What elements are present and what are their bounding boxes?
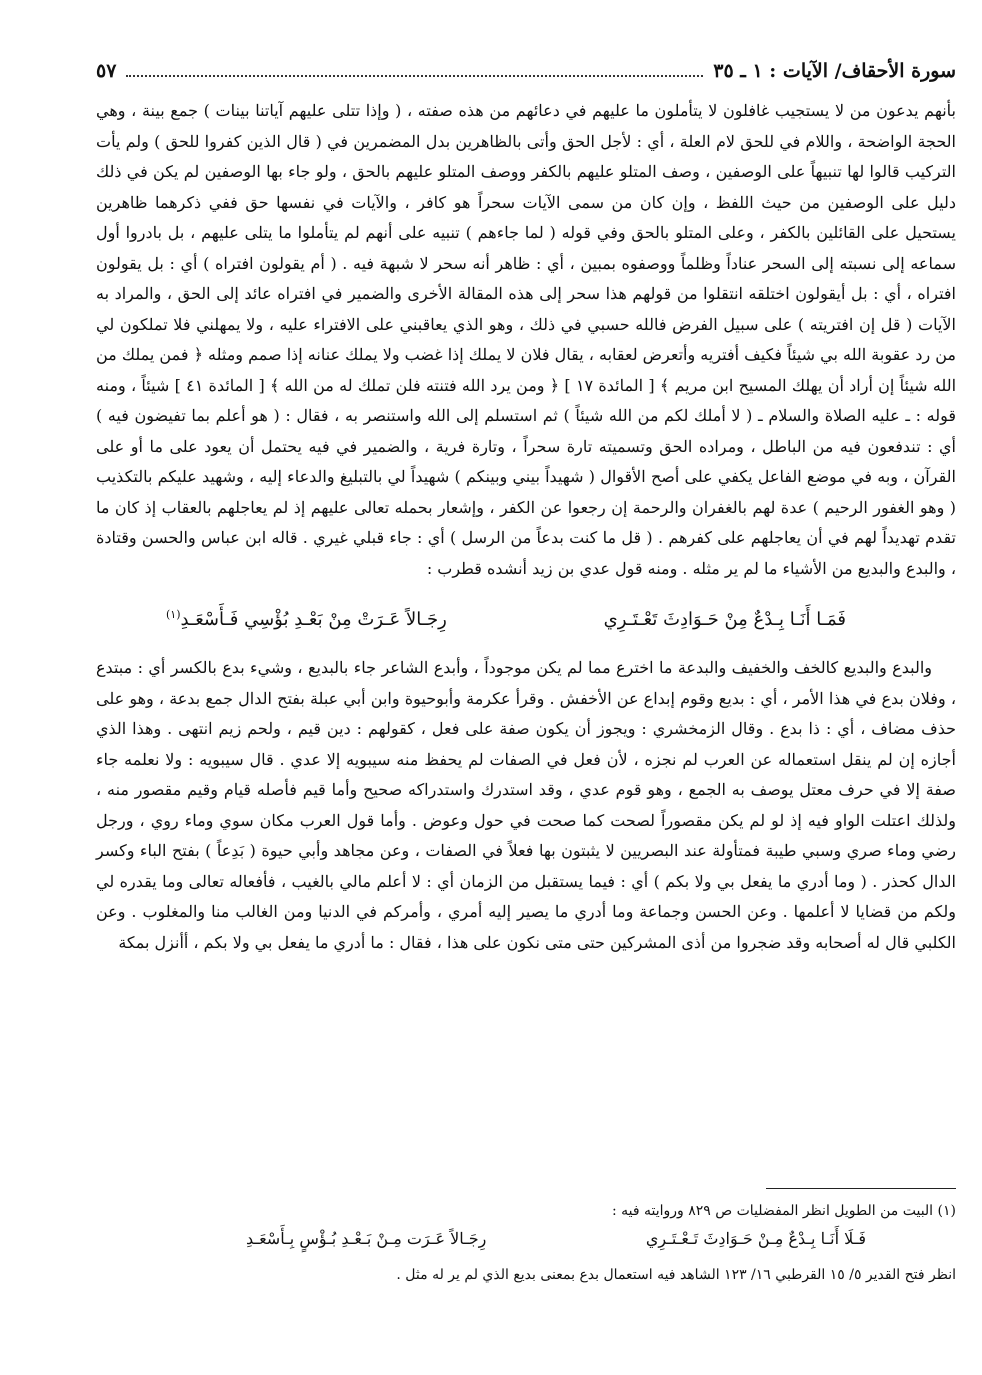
footnote-source: انظر فتح القدير ٥/ ١٥ القرطبي ١٦/ ١٢٣ الشاهد فيه استعمال بدع بمعنى بديع الذي لم ير له مثل . (396, 1267, 956, 1283)
leader-dots (126, 75, 703, 77)
page-number: ٥٧ (96, 60, 117, 82)
book-page (96, 60, 956, 1320)
footnote-verse-second: رِجَـالاً عَـرَت مِـنْ بَـعْـدِ بُـؤْسٍ بِـأَسْعَـدِ (246, 1229, 487, 1248)
running-header (96, 60, 956, 92)
footnote-verse-first: فَـلَا أَنَـا بِـدْعٌ مِـنْ حَـوَادِثَ تَـعْـتَـرِي (645, 1229, 866, 1248)
footnote-verse (246, 1226, 866, 1252)
footnote-intro: (١) البيت من الطويل انظر المفضليات ص ٨٢٩ وروايته فيه : (611, 1203, 956, 1219)
main-text (96, 96, 956, 958)
paragraph-1: بأنهم يدعون من لا يستجيب غافلون لا يتأملون ما عليهم في دعائهم من هذه صفته ، ( وإذا تتلى عليهم آياتنا بينات ) جمع بينة ، وهي الحجة الواضحة ، واللام في للحق لام العلة ، أي : لأجل الحق وأتى بالظاهرين بدل المضمرين في ( قال الذين كفروا للحق ) ولم يأت التركيب قالوا لها تنبيهاً على الوصفين ، وصف المتلو عليهم بالكفر ووصف المتلو عليهم بالحق ، ولو جاء بها الوصفين لم يكن في ذلك دليل على الوصفين من حيث اللفظ ، وإن كان من سمى الآيات سحراً هو كافر ، والآيات في نفسها حق ففي ذكرهما ظاهرين يستحيل على القائلين بالكفر ، وعلى المتلو بالحق وفي قوله ( لما جاءهم ) تنبيه على أنهم لم يتأملوا ما يتلى عليهم ، بل بادروا أول سماعه إلى نسبته إلى السحر عناداً وظلماً ووصفوه بمبين ، أي : ظاهر أنه سحر لا شبهة فيه . ( أم يقولون افتراه ) أي : بل يقولون افتراه ، أي : بل أيقولون اختلقه انتقلوا من قولهم هذا سحر إلى هذه المقالة الأخرى والضمير في افتراه عائد إلى الحق ، والمراد به الآيات ( قل إن افتريته ) على سبيل الفرض فالله حسبي في ذلك ، وهو الذي يعاقبني على الافتراء عليه ، ولا يمهلني فلا تملكون لي من رد عقوبة الله بي شيئاً فكيف أفتريه وأتعرض لعقابه ، يقال فلان لا يملك إذا غضب ولا يملك عنانه إذا صمم ومثله ﴿ فمن يملك من الله شيئاً إن أراد أن يهلك المسيح ابن مريم ﴾ [ المائدة ١٧ ] ﴿ ومن يرد الله فتنته فلن تملك له من الله ﴾ [ المائدة ٤١ ] شيئاً ، ومنه قوله : ـ عليه الصلاة والسلام ـ ( لا أملك لكم من الله شيئاً ) ثم استسلم إلى الله واستنصر به ، فقال : ( هو أعلم بما تفيضون فيه ) أي : تندفعون فيه من الباطل ، ومراده الحق وتسميته تارة سحراً ، وتارة فرية ، والضمير في فيه يحتمل أن يعود على ما أو على القرآن ، وبه في موضع الفاعل يكفي على أصح الأقوال ( شهيداً بيني وبينكم ) شهيداً لي بالتبليغ والدعاء إليه ، وشهيد عليكم بالتكذيب ( وهو الغفور الرحيم ) عدة لهم بالغفران والرحمة إن رجعوا عن الكفر ، وإشعار بحمله تعالى عليهم إذ لم يعاجلهم بالعقاب إذ كان ما تقدم تهديداً لهم في أن يعاجلهم على كفرهم . ( قل ما كنت بدعاً من الرسل ) أي : جاء قبلي غيري . قاله ابن عباس والحسن وقتادة ، والبدع والبديع من الأشياء ما لم ير مثله . ومنه قول عدي بن زيد أنشده قطرب : (96, 101, 957, 578)
footnote (96, 1198, 956, 1288)
verse-second-hemistich: رِجَـالاً عَـرَتْ مِنْ بَعْـدِ بُؤْسِي فَـأَسْعَـدِ$^{(١)}$ (166, 608, 447, 630)
paragraph-2: والبدع والبديع كالخف والخفيف والبدعة ما اخترع مما لم يكن موجوداً ، وأبدع الشاعر جاء بالبديع ، وشيء بدع بالكسر أي : مبتدع ، وفلان بدع في هذا الأمر ، أي : بديع وقوم إبداع عن الأخفش . وقرأ عكرمة وأبوحيوة وابن أبي عبلة بفتح الدال جمع بدعة ، وهو على حذف مضاف ، أي : ذا بدع . وقال الزمخشري : ويجوز أن يكون صفة على فعل ، كقولهم : دين قيم ، ولحم زيم انتهى . وهذا الذي أجازه إن لم ينقل استعماله عن العرب لم نجزه ، لأن فعل في الصفات لم يحفظ منه سيبويه إلا عدي . قال سيبويه : ولا نعلمه جاء صفة إلا في حرف معتل يوصف به الجمع ، وهو قوم عدي ، وقد استدرك واستدراكه صحيح وأما قيم فأصله قيام وقيم مقصور منه ، ولذلك اعتلت الواو فيه إذ لو لم يكن مقصوراً لصحت كما صحت في حول وعوض . وأما قول العرب مكان سوي وماء روي ، ورجل رضي وماء صري وسبي طيبة فمتأولة عند البصريين لا يثبتون بها فعلاً في الصفات ، وعن مجاهد وأبي حيوة ( بَدِعاً ) بفتح الباء وكسر الدال كحذر . ( وما أدري ما يفعل بي ولا بكم ) أي : فيما يستقبل من الزمان أي : لا أعلم مالي بالغيب ، فأفعاله تعالى وما يقدره لي ولكم من قضايا لا أعلمها . وعن الحسن وجماعة وما أدري ما يصير إليه أمري ، وأمركم في الدنيا ومن الغالب منا والمغلوب . وعن الكلبي قال له أصحابه وقد ضجروا من أذى المشركين حتى متى نكون على هذا ، فقال : ما أدري ما يفعل بي ولا بكم ، أأنزل بمكة (96, 658, 957, 952)
footnote-divider (766, 1188, 956, 1189)
footnote-marker: (١) (166, 608, 181, 621)
chapter-title: سورة الأحقاف/ الآيات : ١ ـ ٣٥ (713, 60, 956, 82)
verse-first-hemistich: فَمَـا أَنَـا بِـدْعٌ مِنْ حَـوَادِثَ تَعْـتَـرِي (603, 609, 846, 630)
poetry-verse (166, 598, 846, 637)
